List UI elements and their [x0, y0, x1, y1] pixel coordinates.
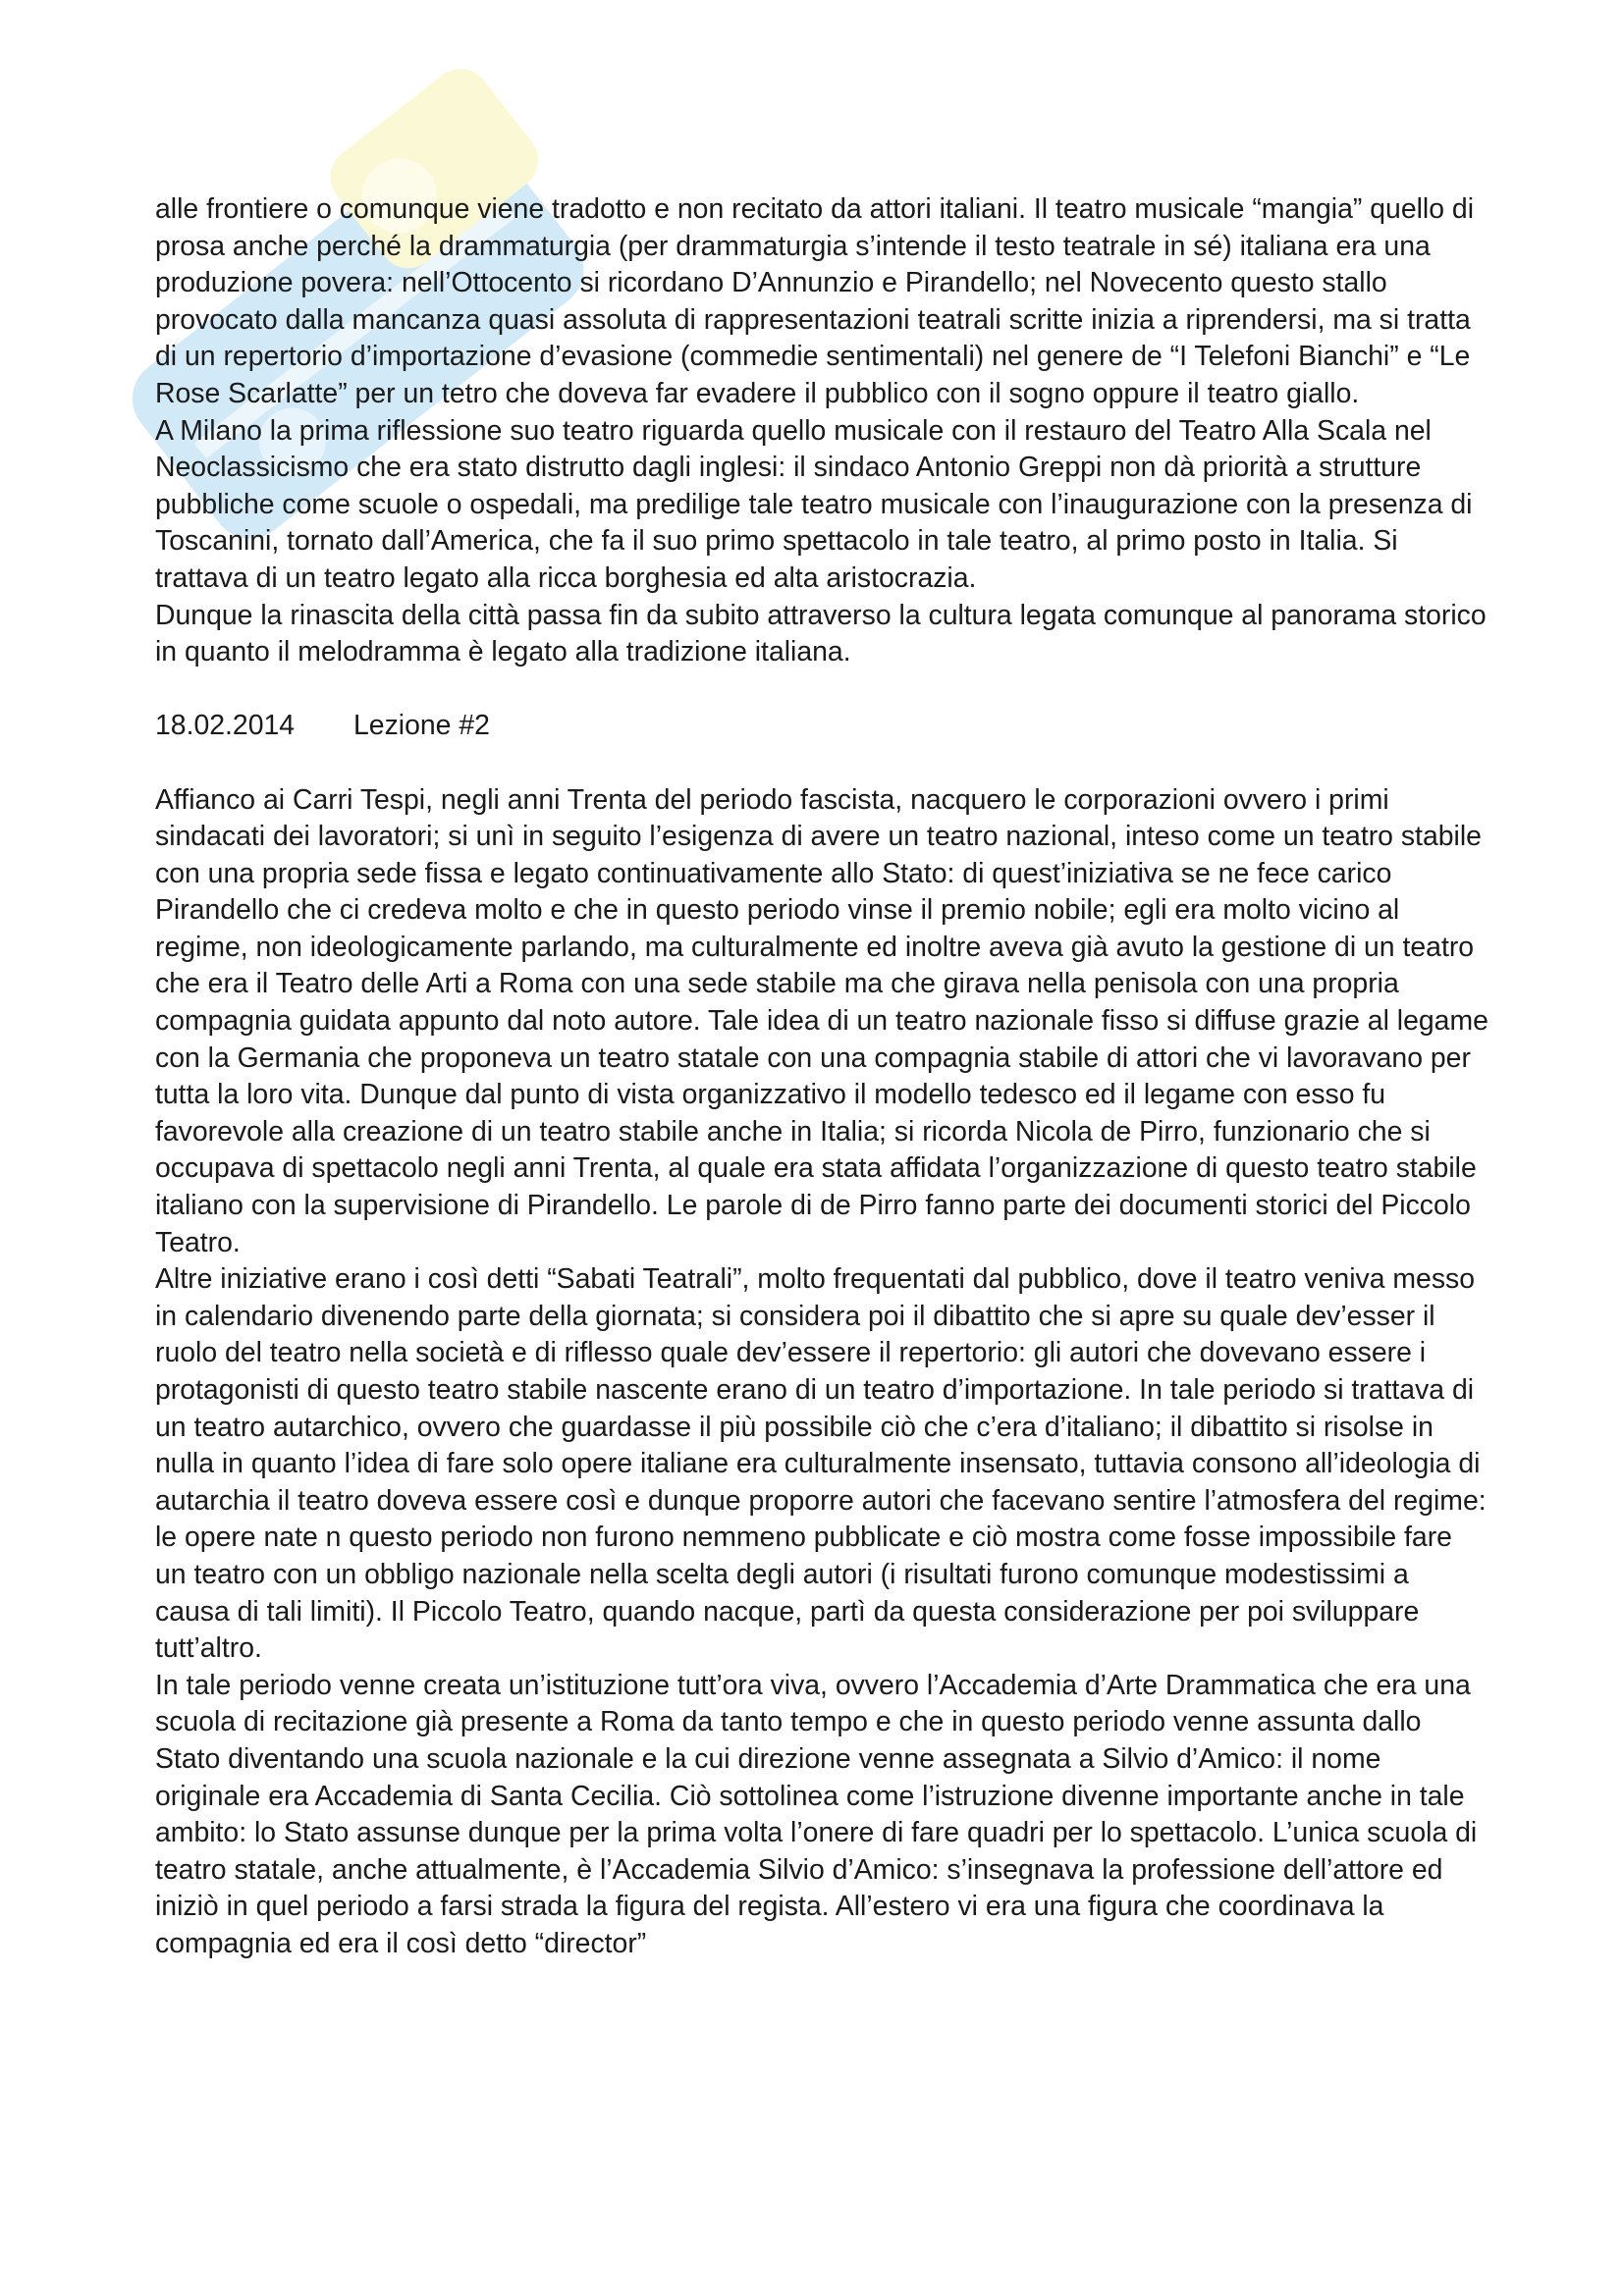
spacer [155, 671, 1490, 709]
lesson-title: Lezione #2 [353, 710, 490, 742]
paragraph: Altre iniziative erano i così detti “Sabati Teatrali”, molto frequentati dal pubblico, dove il teatro veniva messo in calendario divenendo parte della giornata; si considera poi il dibattito che si apre su quale dev’esser il ruolo del teatro nella società e di riflesso quale dev’essere il repertorio: gli autori che dovevano essere i protagonisti di questo teatro stabile nascente erano di un teatro d’importazione. In tale periodo si trattava di un teatro autarchico, ovvero che guardasse il più possibile ciò che c’era d’italiano; il dibattito si risolse in nulla in quanto l’idea di fare solo opere italiane era culturalmente insensato, tuttavia consono all’ideologia di autarchia il teatro doveva essere così e dunque proporre autori che facevano sentire l’atmosfera del regime: le opere nate n questo periodo non furono nemmeno pubblicate e ciò mostra come fosse impossibile fare un teatro con un obbligo nazionale nella scelta degli autori (i risultati furono comunque modestissimi a causa di tali limiti). Il Piccolo Teatro, quando nacque, partì da questa considerazione per poi sviluppare tutt’altro. [155, 1263, 1487, 1665]
document-body [155, 191, 1490, 1963]
paragraph: A Milano la prima riflessione suo teatro riguarda quello musicale con il restauro del Teatro Alla Scala nel Neoclassicismo che era stato distrutto dagli inglesi: il sindaco Antonio Greppi non dà priorità a strutture pubbliche come scuole o ospedali, ma predilige tale teatro musicale con l’inaugurazione con la presenza di Toscanini, tornato dall’America, che fa il suo primo spettacolo in tale teatro, al primo posto in Italia. Si trattava di un teatro legato alla ricca borghesia ed alta aristocrazia. [155, 414, 1473, 594]
lesson-header [155, 708, 1490, 745]
paragraph: Affianco ai Carri Tespi, negli anni Trenta del periodo fascista, nacquero le corporazioni ovvero i primi sindacati dei lavoratori; si unì in seguito l’esigenza di avere un teatro nazional, inteso come un teatro stabile con una propria sede fissa e legato continuativamente allo Stato: di quest’iniziativa se ne fece carico Pirandello che ci credeva molto e che in questo periodo vinse il premio nobile; egli era molto vicino al regime, non ideologicamente parlando, ma culturalmente ed inoltre aveva già avuto la gestione di un teatro che era il Teatro delle Arti a Roma con una sede stabile ma che girava nella penisola con una propria compagnia guidata appunto dal noto autore. Tale idea di un teatro nazionale fisso si diffuse grazie al legame con la Germania che proponeva un teatro statale con una compagnia stabile di attori che vi lavoravano per tutta la loro vita. Dunque dal punto di vista organizzativo il modello tedesco ed il legame con esso fu favorevole alla creazione di un teatro stabile anche in Italia; si ricorda Nicola de Pirro, funzionario che si occupava di spettacolo negli anni Trenta, al quale era stata affidata l’organizzazione di questo teatro stabile italiano con la supervisione di Pirandello. Le parole di de Pirro fanno parte dei documenti storici del Piccolo Teatro. [155, 783, 1488, 1258]
paragraph: alle frontiere o comunque viene tradotto e non recitato da attori italiani. Il teatro musicale “mangia” quello di prosa anche perché la drammaturgia (per drammaturgia s’intende il testo teatrale in sé) italiana era una produzione povera: nell’Ottocento si ricordano D’Annunzio e Pirandello; nel Novecento questo stallo provocato dalla mancanza quasi assoluta di rappresentazioni teatrali scritte inizia a riprendersi, ma si tratta di un repertorio d’importazione d’evasione (commedie sentimentali) nel genere de “I Telefoni Bianchi” e “Le Rose Scarlatte” per un tetro che doveva far evadere il pubblico con il sogno oppure il teatro giallo. [155, 193, 1474, 409]
paragraph: In tale periodo venne creata un’istituzione tutt’ora viva, ovvero l’Accademia d’Arte Drammatica che era una scuola di recitazione già presente a Roma da tanto tempo e che in questo periodo venne assunta dallo Stato diventando una scuola nazionale e la cui direzione venne assegnata a Silvio d’Amico: il nome originale era Accademia di Santa Cecilia. Ciò sottolinea come l’istruzione divenne importante anche in tale ambito: lo Stato assunse dunque per la prima volta l’onere di fare quadri per lo spettacolo. L’unica scuola di teatro statale, anche attualmente, è l’Accademia Silvio d’Amico: s’insegnava la professione dell’attore ed iniziò in quel periodo a farsi strada la figura del regista. All’estero vi era una figura che coordinava la compagnia ed era il così detto “director” [155, 1669, 1478, 1959]
paragraph: Dunque la rinascita della città passa fin da subito attraverso la cultura legata comunque al panorama storico in quanto il melodramma è legato alla tradizione italiana. [155, 599, 1487, 668]
spacer [155, 745, 1490, 782]
lesson-date: 18.02.2014 [155, 710, 296, 742]
